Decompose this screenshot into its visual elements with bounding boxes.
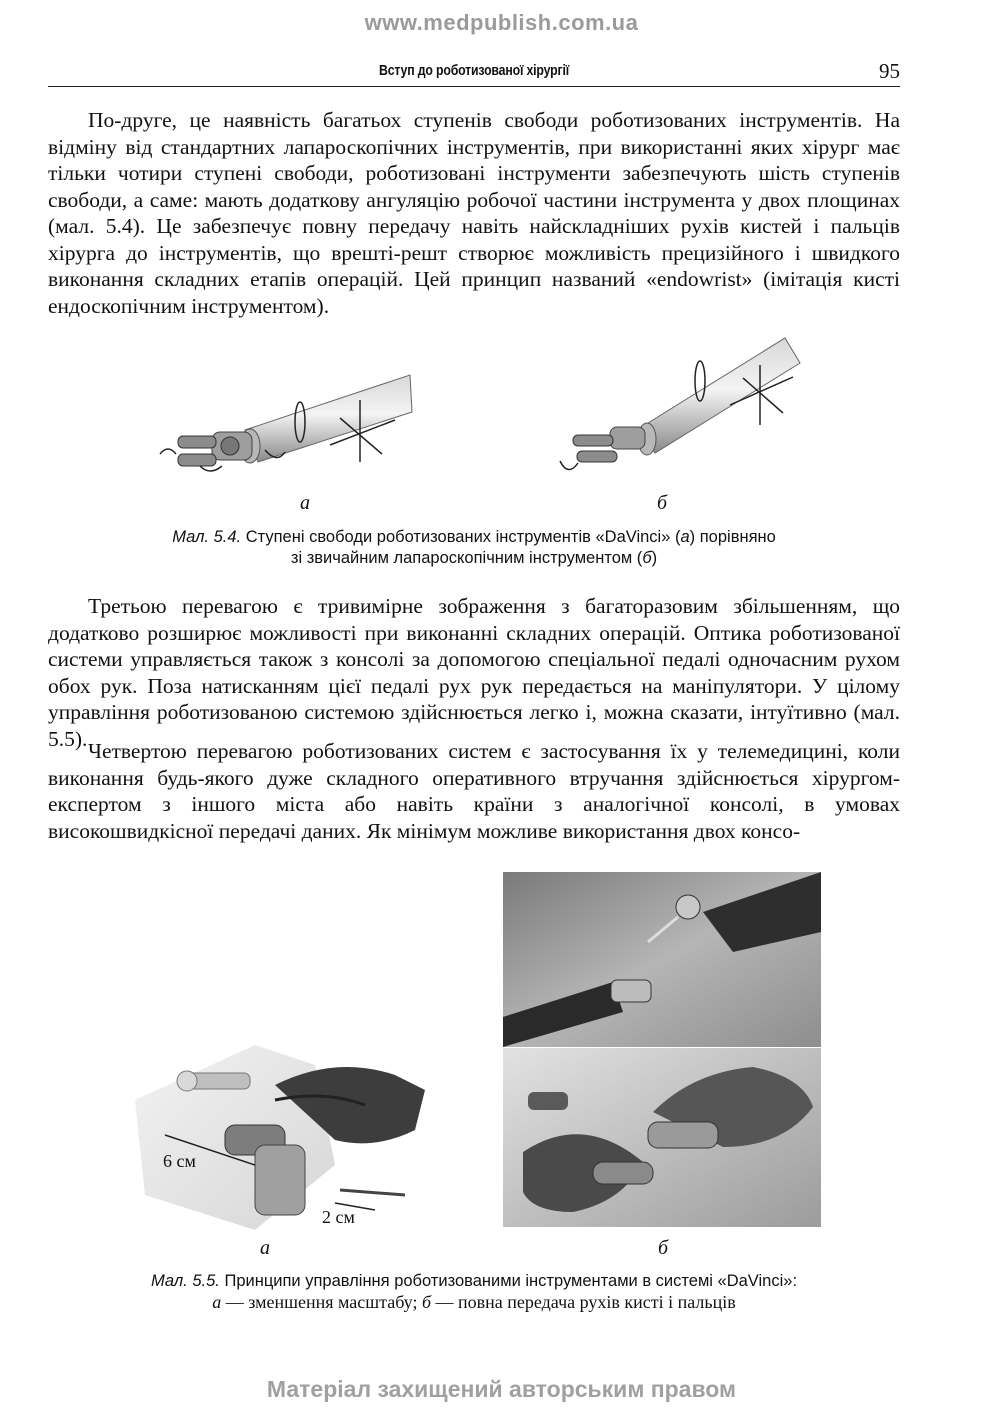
figure-5-4-caption-b: б — [642, 549, 652, 567]
chapter-title: Вступ до роботизованої хірургії — [378, 62, 569, 79]
figure-5-4a-davinci-instrument — [150, 370, 415, 490]
figure-5-5-caption-text: Принципи управління роботизованими інструментами в системі «DaVinci»: — [219, 1272, 798, 1290]
paragraph-telemedicine: Четвертою перевагою роботизованих систем є застосування їх у телемедицині, коли виконання будь-якого дуже складного оперативного втручання здійснюється хірургом-експертом з іншого міста або навіть країни з аналогічної консолі, в умовах високошвидкісної передачі даних. Як мінімум можливе використання двох консо- — [48, 739, 900, 843]
copyright-watermark: Матеріал захищений авторським правом — [266, 1376, 737, 1402]
paragraph-degrees-of-freedom: По-друге, це наявність багатьох ступенів свободи роботизованих інструментів. На відміну від стандартних лапароскопічних інструментів, при використанні яких хірург має тільки чотири ступені свободи, роботизовані інструменти забезпечують шість ступенів свободи, а саме: мають додаткову ангуляцію робочої частини інструмента у двох площинах (мал. 5.4). Це забезпечує повну передачу навіть найскладніших рухів кистей і пальців хірурга до інструментів, що врешті-решт створює можливість прецизійного і швидкого виконання складних етапів операцій. Цей принцип названий «endowrist» (імітація кисті ендоскопічним інструментом). — [48, 108, 900, 318]
figure-5-5-label-a: а — [260, 1237, 270, 1259]
figure-5-4-label-b: б — [656, 492, 668, 514]
figure-5-5-caption-b: б — [421, 1292, 432, 1312]
figure-5-5-caption-a-text: — зменшення масштабу; — [221, 1292, 422, 1312]
figure-5-5b-finger-control-photo — [503, 872, 821, 1227]
figure-5-4-caption-a: а — [680, 528, 690, 546]
figure-5-4-caption-line2-end: ) — [651, 549, 658, 567]
watermark-url: www.medpublish.com.ua — [364, 10, 639, 35]
figure-5-4-caption-ref: Мал. 5.4. — [172, 528, 242, 546]
paragraph-3d-imaging: Третьою перевагою є тривимірне зображення з багаторазовим збільшенням, що додатково розширює можливості при виконанні складних операцій. Оптика роботизованої системи управляється також з консолі за допомогою спеціальної педалі одночасним рухом обох рук. Поза натисканням цієї педалі рух рук передається на маніпулятори. У цілому управління роботизованою системою здійснюється легко і, можна сказати, інтуїтивно (мал. 5.5). — [48, 594, 900, 751]
figure-5-5-caption — [48, 1271, 900, 1313]
figure-5-5-label-b: б — [657, 1237, 669, 1259]
scale-annotation-2cm: 2 см — [322, 1207, 355, 1227]
figure-5-4b-laparoscopic-instrument — [555, 333, 805, 483]
figure-5-4-caption — [48, 527, 900, 569]
figure-5-5a-scaling-photo — [135, 1045, 435, 1230]
figure-5-4-label-a: а — [300, 492, 310, 514]
figure-5-5-caption-b-text: — повна передача рухів кисті і пальців — [431, 1292, 736, 1312]
running-header — [48, 60, 900, 87]
scale-annotation-6cm: 6 см — [163, 1151, 196, 1171]
page-number: 95 — [879, 59, 900, 83]
figure-5-4-caption-text-2: ) порівняно — [689, 528, 776, 546]
figure-5-5-caption-ref: Мал. 5.5. — [150, 1272, 220, 1290]
figure-5-5-caption-a: а — [212, 1292, 222, 1312]
figure-5-4-caption-line2: зі звичайним лапароскопічним інструментом ( — [290, 549, 643, 567]
figure-5-4-caption-text-1: Ступені свободи роботизованих інструментів «DaVinci» ( — [241, 528, 681, 546]
